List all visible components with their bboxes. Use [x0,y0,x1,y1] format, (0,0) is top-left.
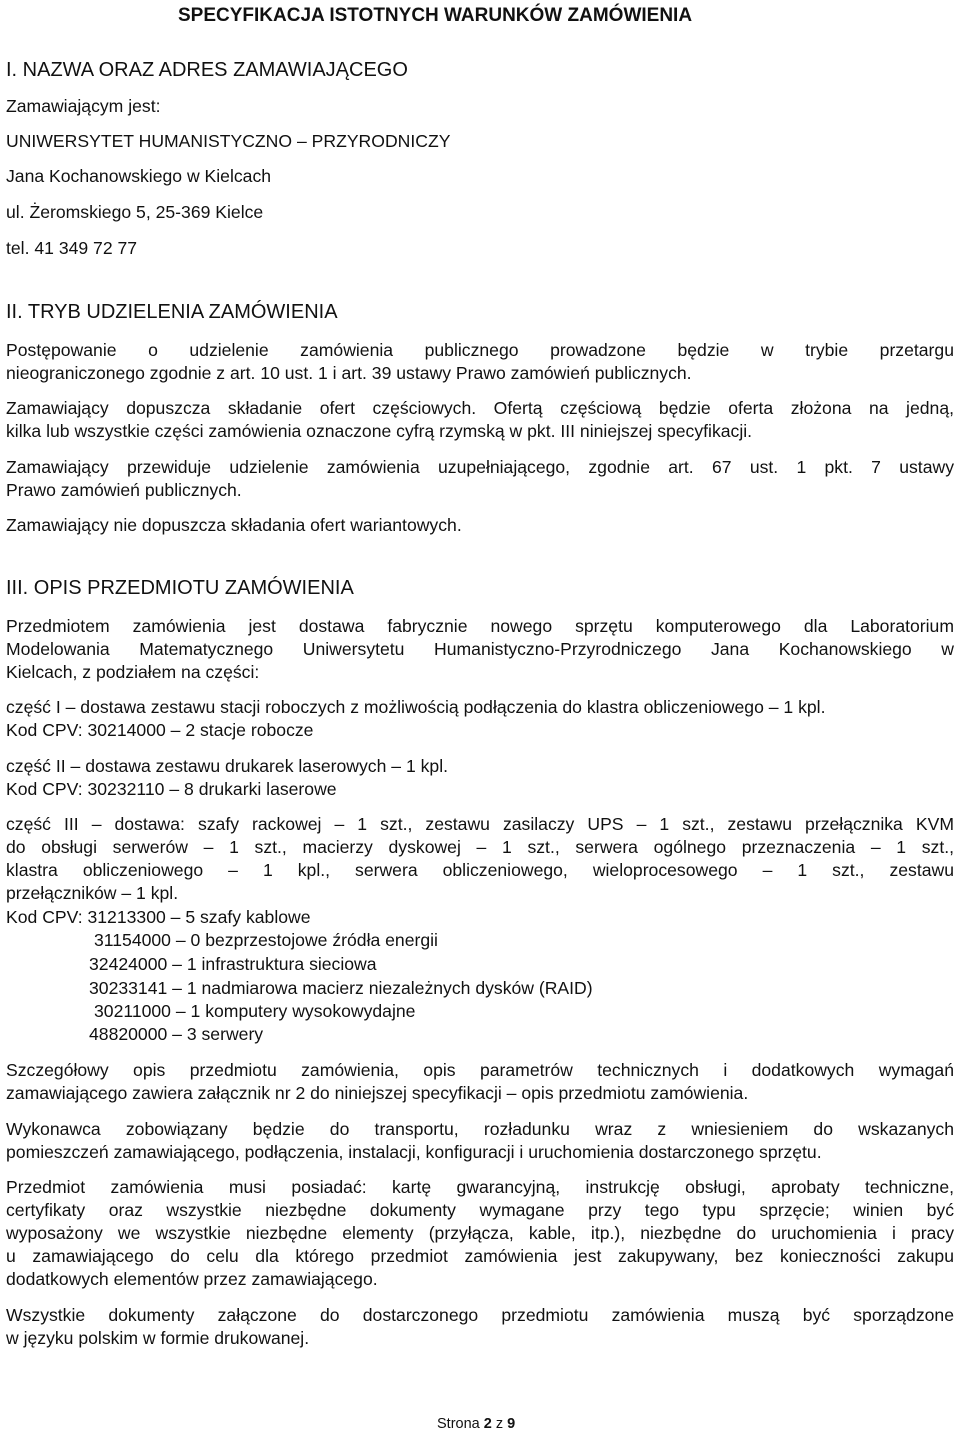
cpv-line: 48820000 – 3 serwery [89,1024,264,1044]
footer-of: z [495,1416,504,1432]
paragraph-line: Wykonawca zobowiązany będzie do transportu, rozładunku wraz z wniesieniem do wskazanych [6,1119,954,1139]
section-heading-1: I. NAZWA ORAZ ADRES ZAMAWIAJĄCEGO [6,59,408,81]
footer-total-pages: 9 [507,1416,516,1432]
paragraph-line: zamawiającego zawiera załącznik nr 2 do niniejszej specyfikacji – opis przedmiotu zamówienia. [6,1083,749,1103]
paragraph-line: Zamawiający przewiduje udzielenie zamówienia uzupełniającego, zgodnie art. 67 ust. 1 pkt. 7 ustawy [6,457,954,477]
paragraph-line: kilka lub wszystkie części zamówienia oznaczone cyfrą rzymską w pkt. III niniejszej specyfikacji. [6,421,753,441]
text-line: tel. 41 349 72 77 [6,238,138,258]
paragraph-line: w języku polskim w formie drukowanej. [6,1328,310,1348]
paragraph-line: Modelowania Matematycznego Uniwersytetu Humanistyczno-Przyrodniczego Jana Kochanowskiego w [6,639,954,659]
cpv-line: 32424000 – 1 infrastruktura sieciowa [89,954,377,974]
part-line: do obsługi serwerów – 1 szt., macierzy dyskowej – 1 szt., serwera ogólnego przeznaczenia – 1 szt., [6,837,954,857]
section-heading-2: II. TRYB UDZIELENIA ZAMÓWIENIA [6,301,338,323]
paragraph-line: Szczegółowy opis przedmiotu zamówienia, opis parametrów technicznych i dodatkowych wymagań [6,1060,954,1080]
cpv-line: 30233141 – 1 nadmiarowa macierz niezależnych dysków (RAID) [89,978,593,998]
paragraph-line: Zamawiający dopuszcza składanie ofert częściowych. Ofertą częściową będzie oferta złożona na jedną, [6,398,954,418]
part-line: część I – dostawa zestawu stacji roboczych z możliwością podłączenia do klastra obliczeniowego – 1 kpl. [6,697,826,717]
cpv-line: 30211000 – 1 komputery wysokowydajne [94,1001,416,1021]
part-line: Kod CPV: 30214000 – 2 stacje robocze [6,720,314,740]
cpv-line: Kod CPV: 31213300 – 5 szafy kablowe [6,907,311,927]
paragraph-line: u zamawiającego do celu dla którego przedmiot zamówienia jest zakupywany, bez konieczności zakupu [6,1246,954,1266]
paragraph-line: wyposażony we wszystkie niezbędne elementy (przyłącza, kable, itp.), niezbędne do uruchomienia i pracy [6,1223,954,1243]
paragraph-line: nieograniczonego zgodnie z art. 10 ust. 1 i art. 39 ustawy Prawo zamówień publicznych. [6,363,692,383]
text-line: ul. Żeromskiego 5, 25-369 Kielce [6,202,264,222]
part-line: klastra obliczeniowego – 1 kpl., serwera obliczeniowego, wieloprocesowego – 1 szt., zestawu [6,860,954,880]
part-line: część III – dostawa: szafy rackowej – 1 szt., zestawu zasilaczy UPS – 1 szt., zestawu przełącznika KVM [6,814,954,834]
paragraph-line: certyfikaty oraz wszystkie niezbędne dokumenty wymagane przy tego typu sprzęcie; winien być [6,1200,954,1220]
part-line: przełączników – 1 kpl. [6,883,179,903]
paragraph-line: Zamawiający nie dopuszcza składania ofert wariantowych. [6,515,462,535]
text-line: UNIWERSYTET HUMANISTYCZNO – PRZYRODNICZY [6,131,451,151]
paragraph-line: dodatkowych elementów przez zamawiającego. [6,1269,378,1289]
cpv-line: 31154000 – 0 bezprzestojowe źródła energii [94,930,438,950]
text-line: Zamawiającym jest: [6,96,161,116]
page-footer [437,1415,515,1433]
footer-page-number: 2 [483,1416,492,1432]
text-line: Jana Kochanowskiego w Kielcach [6,166,272,186]
paragraph-line: Przedmiotem zamówienia jest dostawa fabrycznie nowego sprzętu komputerowego dla Laboratorium [6,616,954,636]
paragraph-line: Przedmiot zamówienia musi posiadać: kartę gwarancyjną, instrukcję obsługi, aprobaty techniczne, [6,1177,954,1197]
paragraph-line: Wszystkie dokumenty załączone do dostarczonego przedmiotu zamówienia muszą być sporządzone [6,1305,954,1325]
part-line: Kod CPV: 30232110 – 8 drukarki laserowe [6,779,337,799]
footer-label: Strona [437,1416,480,1432]
section-heading-3: III. OPIS PRZEDMIOTU ZAMÓWIENIA [6,577,354,599]
paragraph-line: pomieszczeń zamawiającego, podłączenia, instalacji, konfiguracji i uruchomienia dostarczonego sprzętu. [6,1142,822,1162]
paragraph-line: Postępowanie o udzielenie zamówienia publicznego prowadzone będzie w trybie przetargu [6,340,954,360]
paragraph-line: Kielcach, z podziałem na części: [6,662,260,682]
part-line: część II – dostawa zestawu drukarek laserowych – 1 kpl. [6,756,448,776]
paragraph-line: Prawo zamówień publicznych. [6,480,242,500]
document-title: SPECYFIKACJA ISTOTNYCH WARUNKÓW ZAMÓWIENIA [178,5,693,26]
